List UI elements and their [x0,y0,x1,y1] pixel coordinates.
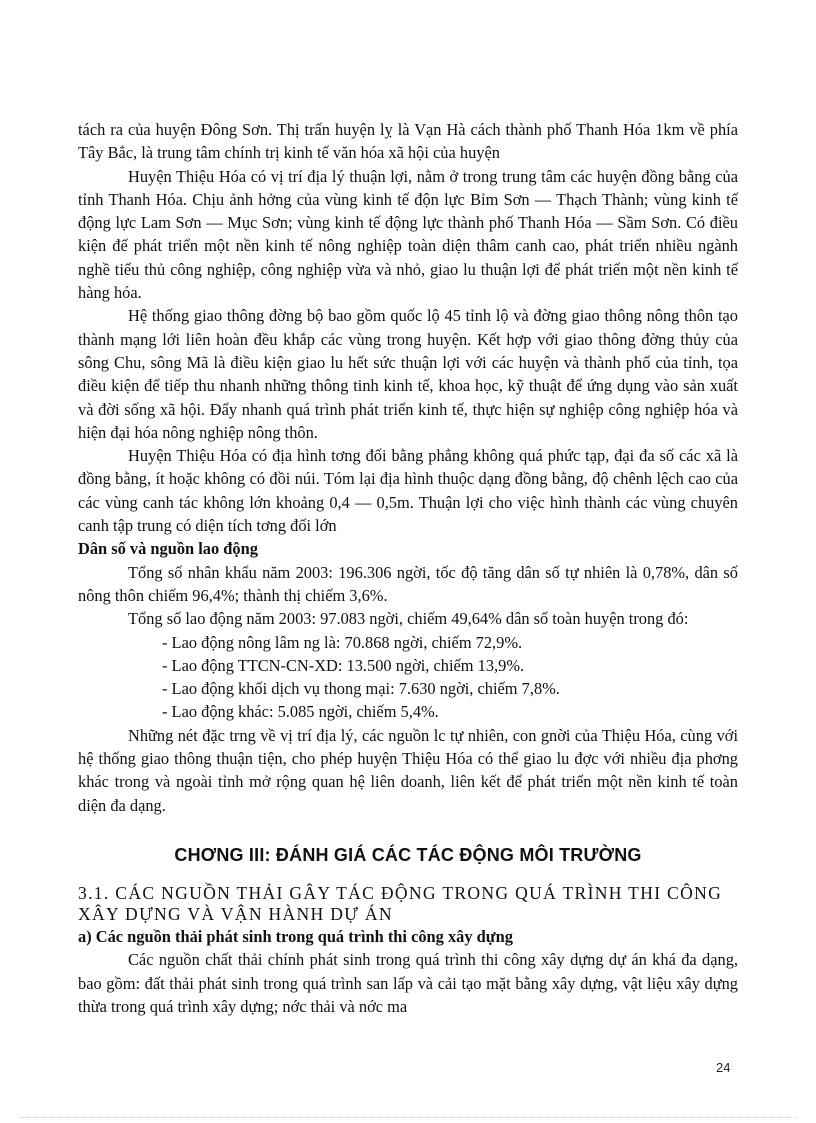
subsection-title: a) Các nguồn thải phát sinh trong quá trình thi công xây dựng [78,926,513,946]
paragraph: Hệ thống giao thông đờng bộ bao gồm quốc lộ 45 tỉnh lộ và đờng giao thông nông thôn tạo thành mạng lới liên hoàn đều khắp các vùng trong huyện. Kết hợp với giao thông đờng thủy của sông Chu, sông Mã là điều kiện giao lu hết sức thuận lợi với các huyện và thành phố của tỉnh, tọa điều kiện để tiếp thu nhanh những thông tinh kinh tế, khoa học, kỹ thuật để ứng dụng vào sản xuất và đời sống xã hội. Đẩy nhanh quá trình phát triển kinh tế, thực hiện sự nghiệp công nghiệp hóa và hiện đại hóa nông nghiệp nông thôn. [78,306,738,442]
paragraph: Tổng số lao động năm 2003: 97.083 ngời, chiếm 49,64% dân số toàn huyện trong đó: [128,609,689,629]
page-number: 24 [716,1060,731,1075]
paragraph: Huyện Thiệu Hóa có địa hình tơng đối bằng phẳng không quá phức tạp, đại đa số các xã là đồng bằng, ít hoặc không có đồi núi. Tóm lại địa hình thuộc dạng đồng bằng, độ chênh lệch cao của các vùng canh tác không lớn khoảng 0,4 — 0,5m. Thuận lợi cho việc hình thành các vùng chuyên canh tập trung có diện tích tơng đối lớn [78,446,738,536]
list-item: - Lao động TTCN-CN-XD: 13.500 ngời, chiếm 13,9%. [162,655,525,675]
paragraph: Các nguồn chất thải chính phát sinh trong quá trình thi công xây dựng dự án khá đa dạng, bao gồm: đất thải phát sinh trong quá trình san lấp và cải tạo mặt bằng xây dựng, vật liệu xây dựng thừa trong quá trình xây dựng; nớc thải và nớc ma [78,950,738,1016]
list-item: - Lao động khối dịch vụ thong mại: 7.630 ngời, chiếm 7,8%. [162,679,560,699]
section-title: 3.1. CÁC NGUỒN THẢI GÂY TÁC ĐỘNG TRONG QUÁ TRÌNH THI CÔNG XÂY DỰNG VÀ VẬN HÀNH DỰ ÁN [78,882,723,924]
document-page [78,118,738,1018]
list-item: - Lao động nông lâm ng là: 70.868 ngời, chiếm 72,9%. [162,632,523,652]
chapter-title: CHƠNG III: ĐÁNH GIÁ CÁC TÁC ĐỘNG MÔI TRƯỜNG [174,844,642,865]
paragraph: Huyện Thiệu Hóa có vị trí địa lý thuận lợi, nằm ở trong trung tâm các huyện đồng bằng của tỉnh Thanh Hóa. Chịu ảnh hởng của vùng kinh tế độn lực Bỉm Sơn — Thạch Thành; vùng kinh tế động lực Lam Sơn — Mục Sơn; vùng kinh tế động lực thành phố Thanh Hóa — Sầm Sơn. Có điều kiện để phát triển một nền kinh tế nông nghiệp toàn diện thâm canh cao, phát triển nhiều ngành nghề tiểu thủ công nghiệp, công nghiệp vừa và nhỏ, giao lu thuận lợi để phát triển một nền kinh tế hàng hóa. [78,166,738,303]
footer-divider [20,1117,796,1118]
heading-population: Dân số và nguồn lao động [78,539,258,559]
list-item: - Lao động khác: 5.085 ngời, chiếm 5,4%. [162,702,439,722]
paragraph: tách ra của huyện Đông Sơn. Thị trấn huyện lỵ là Vạn Hà cách thành phố Thanh Hóa 1km về phía Tây Bắc, là trung tâm chính trị kinh tế văn hóa xã hội của huyện [78,120,738,163]
paragraph: Những nét đặc trng về vị trí địa lý, các nguồn lc tự nhiên, con gnời của Thiệu Hóa, cùng với hệ thống giao thông thuận tiện, cho phép huyện Thiệu Hóa có thể giao lu đợc với nhiều địa phơng khác trong và ngoài tỉnh mở rộng quan hệ liên doanh, liên kết để phát triển một nền kinh tế toàn diện đa dạng. [78,725,738,815]
paragraph: Tổng số nhân khẩu năm 2003: 196.306 ngời, tốc độ tăng dân số tự nhiên là 0,78%, dân số nông thôn chiếm 96,4%; thành thị chiếm 3,6%. [78,562,738,605]
